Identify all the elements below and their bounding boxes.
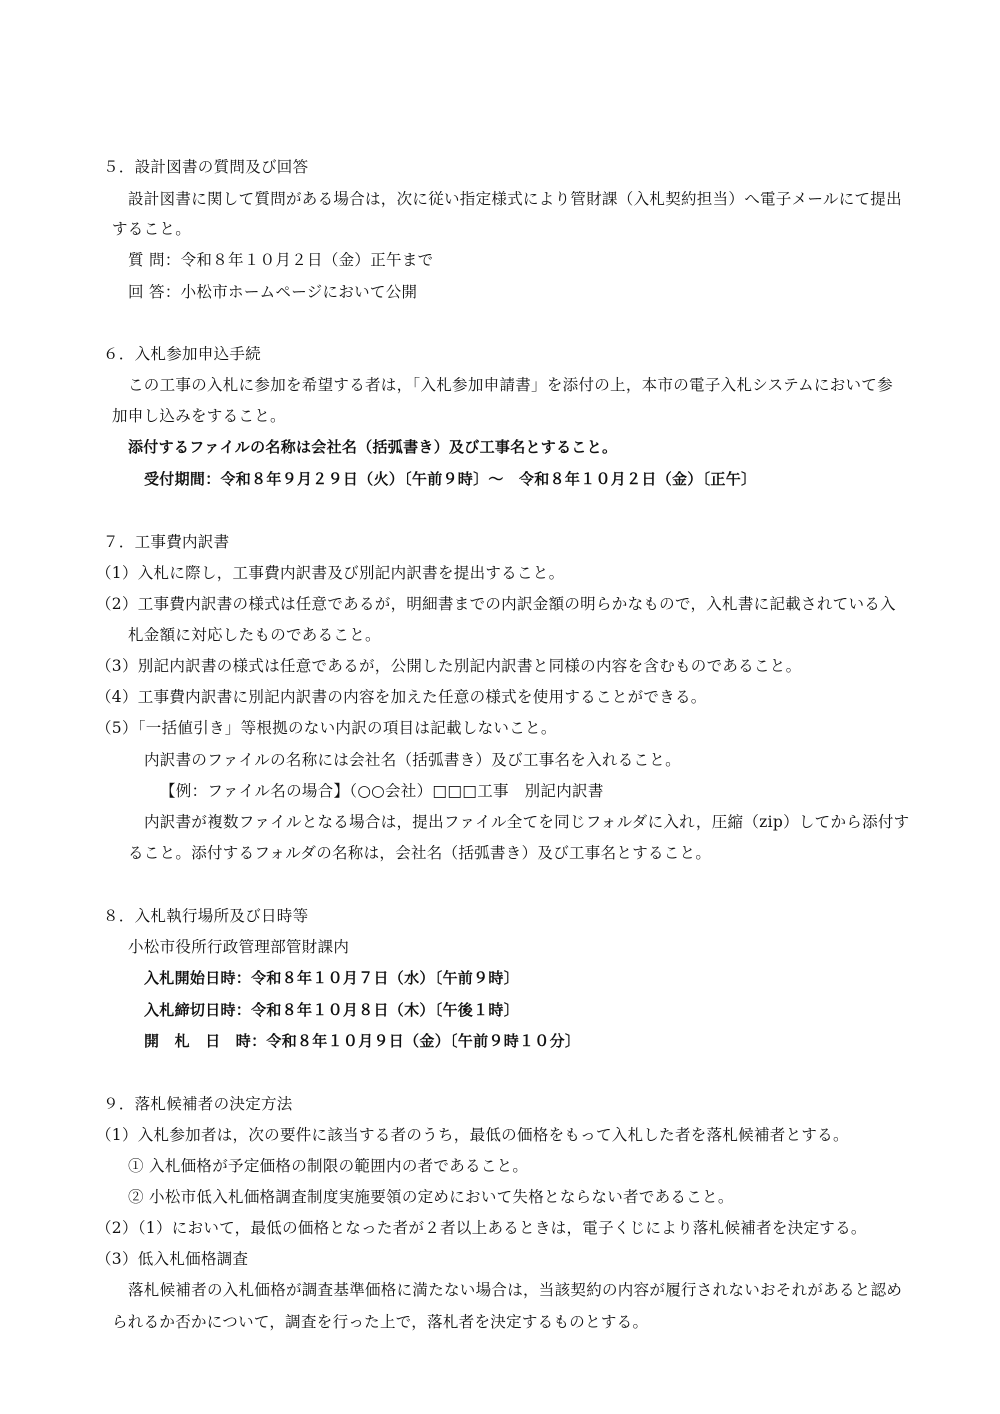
section-7-item-2-line-2: 札金額に対応したものであること。 (128, 626, 381, 644)
section-5-heading: ５．設計図書の質問及び回答 (103, 158, 309, 176)
section-9-item-2: （2）（1）において，最低の価格となった者が２者以上あるときは，電子くじにより落札候補者を決定する。 (96, 1219, 867, 1237)
section-6-heading: ６．入札参加申込手続 (103, 345, 262, 363)
section-7-item-2-line-1: （2）工事費内訳書の様式は任意であるが，明細書までの内訳金額の明らかなもので，入札書に記載されている入 (96, 595, 896, 613)
section-9-item-1: （1）入札参加者は，次の要件に該当する者のうち，最低の価格をもって入札した者を落札候補者とする。 (96, 1126, 849, 1144)
multiple-files-note-line-1: 内訳書が複数ファイルとなる場合は，提出ファイル全てを同じフォルダに入れ，圧縮（zip）してから添付す (144, 813, 910, 831)
bid-start-datetime: 入札開始日時：令和８年１０月７日（水）〔午前９時〕 (144, 969, 520, 987)
file-name-example: 【例：ファイル名の場合】（○○会社）□□□工事 別記内訳書 (160, 782, 604, 800)
section-7-item-5: （5）「一括値引き」等根拠のない内訳の項目は記載しないこと。 (96, 719, 557, 737)
bid-close-datetime: 入札締切日時：令和８年１０月８日（木）〔午後１時〕 (144, 1001, 520, 1019)
section-7-item-3: （3）別記内訳書の様式は任意であるが，公開した別記内訳書と同様の内容を含むものであること。 (96, 657, 802, 675)
section-7-item-4: （4）工事費内訳書に別記内訳書の内容を加えた任意の様式を使用することができる。 (96, 688, 707, 706)
section-5-paragraph-line-2: すること。 (112, 220, 192, 238)
section-6-paragraph-line-2: 加申し込みをすること。 (112, 407, 286, 425)
section-7-heading: ７．工事費内訳書 (103, 533, 230, 551)
question-deadline: 質 問：令和８年１０月２日（金）正午まで (128, 251, 434, 269)
bid-venue: 小松市役所行政管理部管財課内 (128, 938, 350, 956)
section-5-paragraph-line-1: 設計図書に関して質問がある場合は，次に従い指定様式により管財課（入札契約担当）へ電子メールにて提出 (128, 190, 902, 208)
section-7-item-1: （1）入札に際し，工事費内訳書及び別記内訳書を提出すること。 (96, 564, 565, 582)
condition-2: ② 小松市低入札価格調査制度実施要領の定めにおいて失格とならない者であること。 (128, 1188, 734, 1206)
section-8-heading: ８．入札執行場所及び日時等 (103, 907, 309, 925)
breakdown-file-naming-note: 内訳書のファイルの名称には会社名（括弧書き）及び工事名を入れること。 (144, 751, 681, 769)
answer-method: 回 答：小松市ホームページにおいて公開 (128, 283, 418, 301)
section-6-paragraph-line-1: この工事の入札に参加を希望する者は，「入札参加申請書」を添付の上，本市の電子入札システムにおいて参 (128, 376, 893, 394)
bid-opening-datetime: 開 札 日 時：令和８年１０月９日（金）〔午前９時１０分〕 (144, 1032, 581, 1050)
multiple-files-note-line-2: ること。添付するフォルダの名称は，会社名（括弧書き）及び工事名とすること。 (128, 844, 712, 862)
low-bid-investigation-line-2: られるか否かについて，調査を行った上で，落札者を決定するものとする。 (112, 1313, 649, 1331)
condition-1: ① 入札価格が予定価格の制限の範囲内の者であること。 (128, 1157, 529, 1175)
attachment-naming-rule: 添付するファイルの名称は会社名（括弧書き）及び工事名とすること。 (128, 438, 618, 456)
section-9-item-3: （3）低入札価格調査 (96, 1250, 249, 1268)
reception-period: 受付期間：令和８年９月２９日（火）〔午前９時〕～ 令和８年１０月２日（金）〔正午〕 (144, 470, 757, 488)
section-9-heading: ９．落札候補者の決定方法 (103, 1095, 293, 1113)
low-bid-investigation-line-1: 落札候補者の入札価格が調査基準価格に満たない場合は，当該契約の内容が履行されないおそれがあると認め (128, 1281, 903, 1299)
